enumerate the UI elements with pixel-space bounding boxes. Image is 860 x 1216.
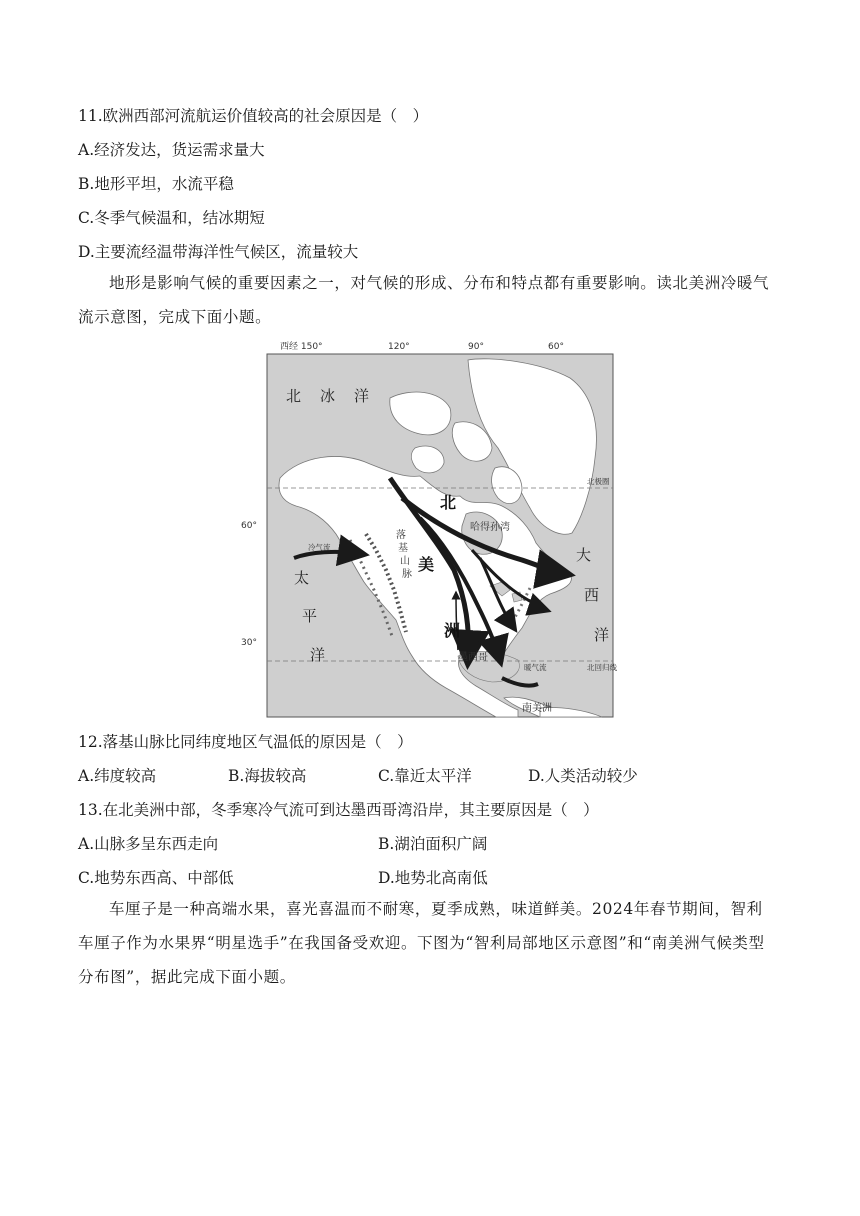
- lat-label-60: 60°: [241, 521, 257, 531]
- north-america-airflow-map: [240, 338, 620, 720]
- q11-option-c: C.冬季气候温和，结冰期短: [78, 209, 265, 227]
- atlantic-char-3: 洋: [594, 626, 610, 644]
- warm-flow-label: 暖气流: [524, 663, 547, 672]
- q12-option-c: C.靠近太平洋: [378, 767, 472, 785]
- lon-label-90: 90°: [468, 342, 484, 352]
- pacific-char-3: 洋: [310, 646, 326, 664]
- q13-option-b: B.湖泊面积广阔: [378, 835, 488, 853]
- q13-option-d: D.地势北高南低: [378, 869, 488, 887]
- q11-option-b: B.地形平坦，水流平稳: [78, 175, 234, 193]
- q11-option-d: D.主要流经温带海洋性气候区，流量较大: [78, 243, 359, 261]
- arctic-ocean-char-2: 冰: [320, 387, 336, 405]
- gulf-mexico-label: 墨西哥: [458, 652, 488, 663]
- lon-label-120: 120°: [388, 342, 410, 352]
- q13-option-c: C.地势东西高、中部低: [78, 869, 234, 887]
- q12-stem: 12.落基山脉比同纬度地区气温低的原因是（ ）: [78, 733, 413, 751]
- rockies-char-4: 脉: [402, 569, 412, 580]
- q12-option-b: B.海拔较高: [228, 767, 307, 785]
- q13-stem: 13.在北美洲中部，冬季寒冷气流可到达墨西哥湾沿岸，其主要原因是（ ）: [78, 801, 599, 819]
- arctic-ocean-char-1: 北: [286, 387, 302, 405]
- q12-option-d: D.人类活动较少: [528, 767, 638, 785]
- hudson-bay-label: 哈得孙湾: [470, 522, 510, 533]
- pacific-char-1: 太: [294, 569, 310, 587]
- north-america-char-2: 美: [418, 555, 435, 574]
- north-america-char-1: 北: [440, 493, 457, 512]
- lat-label-30: 30°: [241, 638, 257, 648]
- arctic-ocean-char-3: 洋: [354, 387, 370, 405]
- tropic-label: 北回归线: [587, 663, 617, 672]
- lon-label-60: 60°: [548, 342, 564, 352]
- atlantic-char-2: 西: [584, 586, 600, 604]
- q11-option-a: A.经济发达，货运需求量大: [78, 141, 265, 159]
- cold-flow-label: 冷气流: [308, 543, 331, 552]
- q12-option-a: A.纬度较高: [78, 767, 157, 785]
- rockies-char-3: 山: [400, 556, 410, 567]
- rockies-char-2: 基: [398, 543, 408, 554]
- north-america-char-3: 洲: [444, 621, 461, 640]
- lon-label-150: 西经 150°: [280, 342, 323, 352]
- south-america-label: 南美洲: [522, 703, 552, 714]
- intro-paragraph-2: 车厘子是一种高端水果，喜光喜温而不耐寒，夏季成熟，味道鲜美。2024年春节期间，智利车厘子作为水果界“明星选手”在我国备受欢迎。下图为“智利局部地区示意图”和“南美洲气候类型分布图”，据此完成下面小题。: [78, 900, 765, 986]
- q11-stem: 11.欧洲西部河流航运价值较高的社会原因是（ ）: [78, 107, 429, 125]
- intro-paragraph-1: 地形是影响气候的重要因素之一，对气候的形成、分布和特点都有重要影响。读北美洲冷暖气流示意图，完成下面小题。: [78, 274, 770, 326]
- pacific-char-2: 平: [302, 607, 318, 625]
- arctic-circle-label: 北极圈: [587, 477, 610, 486]
- atlantic-char-1: 大: [576, 546, 592, 564]
- q13-option-a: A.山脉多呈东西走向: [78, 835, 219, 853]
- rockies-char-1: 落: [396, 530, 406, 541]
